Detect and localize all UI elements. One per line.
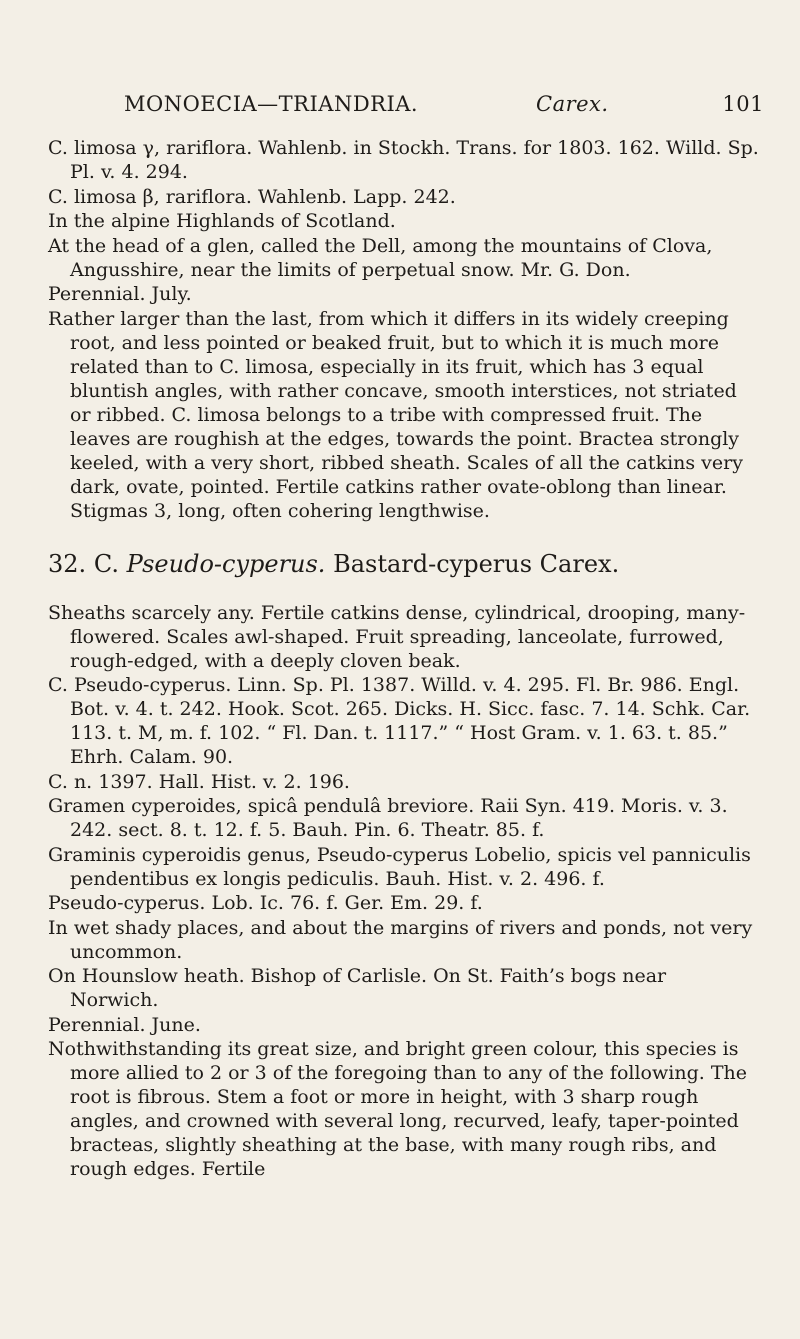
species-heading — [48, 549, 760, 579]
synonym-line: C. limosa γ, rariflora. Wahlenb. in Stockh. Trans. for 1803. 162. Willd. Sp. Pl. v. 4. 294. — [48, 137, 759, 183]
species-number: 32. — [48, 549, 87, 578]
page-number: 101 — [722, 92, 764, 116]
page-body — [48, 136, 760, 1182]
species-common-name: Bastard-cyperus Carex. — [333, 549, 620, 578]
locality-line: On Hounslow heath. Bishop of Carlisle. On St. Faith’s bogs near Norwich. — [48, 965, 667, 1011]
synonym-paragraph: Graminis cyperoidis genus, Pseudo-cyperus Lobelio, spicis vel panniculis pendentibus ex longis pediculis. Bauh. Hist. v. 2. 496. f. — [48, 843, 751, 890]
running-head-title: MONOECIA—TRIANDRIA. — [124, 92, 419, 116]
synonym-line: Pseudo-cyperus. Lob. Ic. 76. f. Ger. Em. 29. f. — [48, 892, 483, 914]
synonym-paragraph: C. Pseudo-cyperus. Linn. Sp. Pl. 1387. Willd. v. 4. 295. Fl. Br. 986. Engl. Bot. v. 4. t. 242. Hook. Scot. 265. Dicks. H. Sicc. fasc. 7. 14. Schk. Car. 113. t. M, m. f. 102. “ Fl. Dan. t. 1117.” “ Host Gram. v. 1. 63. t. 85.” Ehrh. Calam. 90. — [48, 674, 751, 768]
species-genus-abbr: C. — [93, 549, 119, 578]
synonym-line: C. n. 1397. Hall. Hist. v. 2. 196. — [48, 770, 350, 793]
duration-line: Perennial. July. — [48, 283, 192, 305]
description-paragraph: Nothwithstanding its great size, and bright green colour, this species is more allied to 2 or 3 of the foregoing than to any of the following. The root is fibrous. Stem a foot or more in height, with 3 sharp rough angles, and crowned with several long, recurved, leafy, taper-pointed bracteas, slightly sheathing at the base, with many rough ribs, and rough edges. Fertile — [48, 1038, 747, 1180]
diagnosis-paragraph: Sheaths scarcely any. Fertile catkins dense, cylindrical, drooping, many-flowered. Scales awl-shaped. Fruit spreading, lanceolate, furrowed, rough-edged, with a deeply cloven beak. — [48, 601, 746, 672]
running-head-genus: Carex. — [536, 92, 609, 116]
species-name: Pseudo-cyperus. — [126, 549, 326, 578]
running-head — [124, 92, 764, 122]
locality-line: At the head of a glen, called the Dell, among the mountains of Clova, Angusshire, near the limits of perpetual snow. Mr. G. Don. — [48, 234, 713, 281]
synonym-line: C. limosa β, rariflora. Wahlenb. Lapp. 242. — [48, 185, 456, 208]
habitat-line: In the alpine Highlands of Scotland. — [48, 210, 396, 232]
duration-line: Perennial. June. — [48, 1013, 201, 1036]
synonym-paragraph: Gramen cyperoides, spicâ pendulâ breviore. Raii Syn. 419. Moris. v. 3. 242. sect. 8. t. 12. f. 5. Bauh. Pin. 6. Theatr. 85. f. — [48, 795, 728, 841]
habitat-line: In wet shady places, and about the margins of rivers and ponds, not very uncommon. — [48, 916, 753, 963]
description-paragraph: Rather larger than the last, from which it differs in its widely creeping root, and less pointed or beaked fruit, but to which it is much more related than to C. limosa, especially in its fruit, which has 3 equal bluntish angles, with rather concave, smooth interstices, not striated or ribbed. C. limosa belongs to a tribe with compressed fruit. The leaves are roughish at the edges, towards the point. Bractea strongly keeled, with a very short, ribbed sheath. Scales of all the catkins very dark, ovate, pointed. Fertile catkins rather ovate-oblong than linear. Stigmas 3, long, often cohering lengthwise. — [48, 307, 743, 522]
